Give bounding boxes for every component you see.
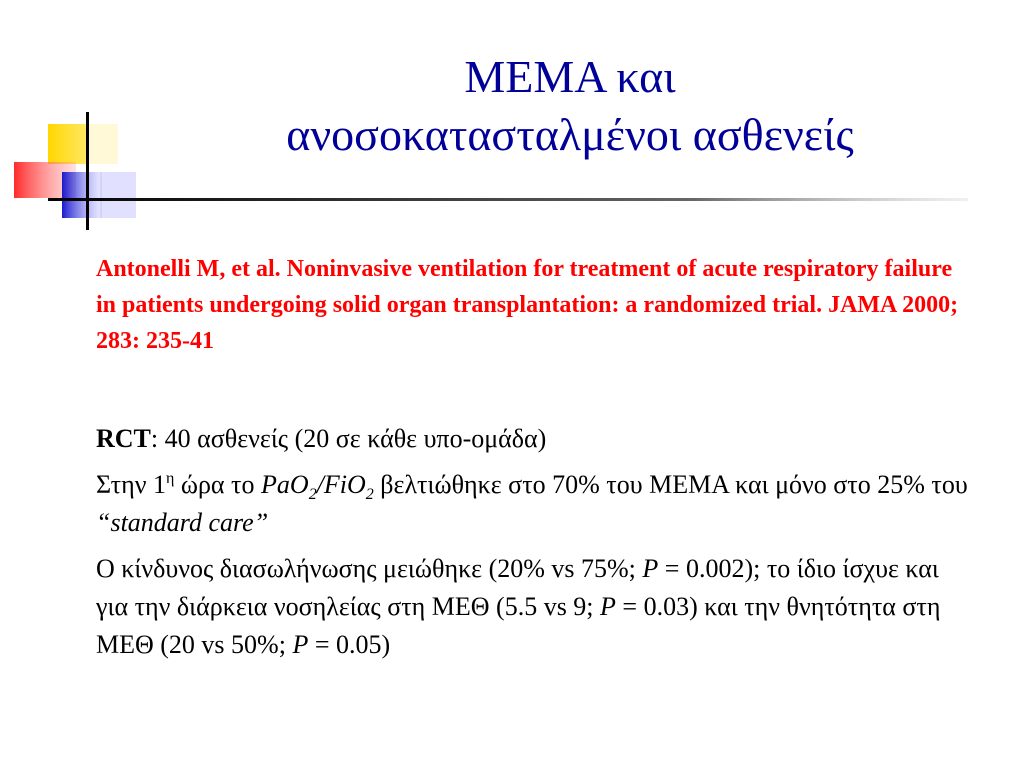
deco-yellow-glow bbox=[88, 124, 118, 164]
deco-blue-glow bbox=[100, 172, 136, 218]
rct-label: RCT bbox=[96, 424, 151, 453]
pao2-sup: η bbox=[165, 470, 175, 487]
bullet-rct bbox=[96, 420, 976, 458]
risk-text-2: = 0.002); το ίδιο ίσχυε και για την διάρκεια νοσηλείας στη ΜΕΘ (5.5 vs 9; bbox=[96, 554, 939, 621]
pao2-text-1: Στην 1 bbox=[96, 470, 166, 499]
pao2-standard-care: “standard care” bbox=[96, 508, 269, 537]
risk-text-1: Ο κίνδυνος διασωλήνωσης μειώθηκε (20% vs 75%; bbox=[96, 554, 643, 583]
slide-title-line1: ΜΕΜΑ και bbox=[464, 51, 676, 102]
pao2-text-3: βελτιώθηκε στο 70% του ΜΕΜΑ και μόνο στο 25% του bbox=[373, 470, 968, 499]
pao2-sub1-value: 2 bbox=[308, 486, 317, 503]
bullet-pao2 bbox=[96, 466, 976, 542]
risk-p3: P bbox=[292, 630, 309, 659]
pao2-formula-pao: PaO bbox=[261, 470, 309, 499]
deco-horizontal-line bbox=[48, 198, 968, 201]
deco-vertical-line bbox=[86, 112, 89, 230]
slide-title bbox=[160, 48, 980, 164]
risk-p2: P bbox=[600, 592, 616, 621]
rct-text: : 40 ασθενείς (20 σε κάθε υπο-ομάδα) bbox=[150, 424, 547, 453]
pao2-formula-sub1 bbox=[309, 486, 317, 503]
study-citation: Antonelli M, et al. Noninvasive ventilation for treatment of acute respiratory failure in patients undergoing solid organ transplantation: a randomized trial. JAMA 2000; 283: 235-41 bbox=[96, 256, 959, 354]
pao2-text-2: ώρα το bbox=[174, 470, 262, 499]
pao2-formula-sub2 bbox=[366, 486, 374, 503]
risk-text-3: = 0.03) και την θνητότητα στη ΜΕΘ (20 vs 50%; bbox=[96, 592, 941, 659]
pao2-formula-fio: /FiO bbox=[316, 470, 366, 499]
slide-body bbox=[96, 420, 976, 672]
deco-blue-square bbox=[62, 172, 102, 218]
risk-text-4: = 0.05) bbox=[308, 630, 391, 659]
pao2-sub2-value: 2 bbox=[365, 486, 374, 503]
slide-title-line2: ανοσοκατασταλμένοι ασθενείς bbox=[286, 109, 854, 160]
bullet-risk bbox=[96, 550, 976, 664]
deco-yellow-square bbox=[48, 124, 88, 164]
risk-p1: P bbox=[642, 554, 659, 583]
